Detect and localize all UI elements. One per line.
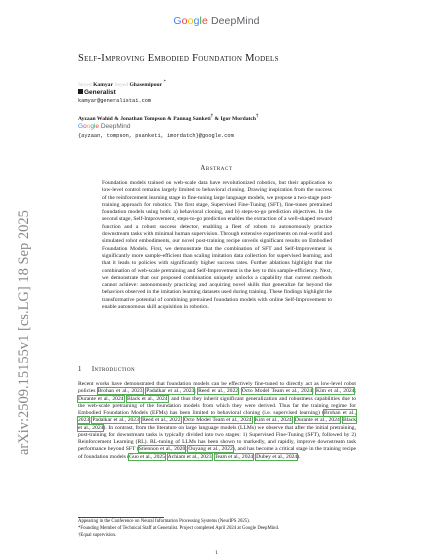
author-last: & Igor Mordatch <box>214 115 256 122</box>
citation-link[interactable]: Durante et al., 2024 <box>78 395 124 402</box>
citation-link[interactable]: Octo Model Team et al., 2024 <box>183 417 252 424</box>
email-1: kamyar@generalistai.com <box>78 98 152 104</box>
author-marker: † <box>255 114 259 119</box>
citation-link[interactable]: Black et al., 2024 <box>78 417 357 431</box>
intro-text: ; <box>180 417 184 424</box>
citation-link[interactable]: Reed et al., 2022 <box>198 388 239 395</box>
page-number: 1 <box>215 550 218 556</box>
arxiv-stamp-text: arXiv:2509.15155v1 [cs.LG] 18 Sep 2025 <box>16 210 32 455</box>
author-marker: * <box>163 80 166 85</box>
authors-line-1 <box>78 80 166 88</box>
arxiv-stamp <box>14 175 30 455</box>
citation-link[interactable]: Kim et al., 2024 <box>254 417 292 424</box>
citation-link[interactable]: Dubey et al., 2024 <box>256 453 298 460</box>
authors-line-2 <box>78 114 258 122</box>
introduction-paragraph <box>78 381 356 461</box>
affiliation-generalist: Generalist <box>84 89 116 96</box>
intro-text: ; <box>253 453 257 460</box>
intro-text: ; <box>312 388 317 395</box>
citation-link[interactable]: Padalkar et al., 2023 <box>92 417 139 424</box>
author-marker: † <box>210 114 214 119</box>
citation-link[interactable]: Stiennon et al., 2020 <box>138 446 186 453</box>
intro-text: ; <box>194 388 199 395</box>
citation-link[interactable]: Ouyang et al., 2022 <box>188 446 233 453</box>
intro-text: ; <box>142 388 147 395</box>
section-heading <box>78 366 135 373</box>
intro-text: ; <box>291 417 295 424</box>
intro-text: ), and has become a critical stage in the training recipe of foundation models ( <box>78 446 357 460</box>
citation-link[interactable]: Brohan et al., 2023 <box>97 388 143 395</box>
paper-title: Self-Improving Embodied Foundation Models <box>78 53 279 64</box>
citation-link[interactable]: Team et al., 2024 <box>214 453 254 460</box>
footnote-rule <box>78 517 164 518</box>
intro-text: ; <box>165 453 168 460</box>
author-last-name: Ghasemipour <box>129 81 163 88</box>
citation-link[interactable]: Guo et al., 2025 <box>129 453 166 460</box>
intro-text: ). <box>297 453 301 460</box>
citation-link[interactable]: Reed et al., 2022 <box>142 417 181 424</box>
abstract-heading: Abstract <box>200 165 233 172</box>
intro-text: ; <box>185 446 189 453</box>
intro-text: ; <box>123 395 127 402</box>
author-prefix: Seyed <box>78 81 92 88</box>
intro-text: ; <box>238 388 242 395</box>
intro-text: ) and thus they inherit significant generalization and robustness capabilities due to the web-scale pretraining of the foundation models from which they were derived. Thus far the training regime for Embodied Foundation Models (EFMs) has been limited to behavioral cloning (i.e. supervised learning) ( <box>78 395 357 416</box>
google-deepmind-logo: Google DeepMind <box>173 15 260 27</box>
intro-text: ; <box>138 417 143 424</box>
citation-link[interactable]: Kim et al., 2024 <box>316 388 355 395</box>
logo-deepmind-text: DeepMind <box>210 15 260 27</box>
google-deepmind-affiliation-logo: Google DeepMind <box>78 123 131 130</box>
citation-link[interactable]: Brohan et al., 2023 <box>78 410 356 424</box>
intro-text: ; <box>339 417 343 424</box>
citation-link[interactable]: Black et al., 2024 <box>126 395 168 402</box>
footnote-3: †Equal supervision. <box>78 533 117 538</box>
generalist-logo <box>78 89 116 96</box>
section-number: 1 <box>78 366 82 373</box>
email-2: {ayzaan, tompson, psanketi, imordatch}@google.com <box>78 133 234 139</box>
intro-text: ; <box>89 417 93 424</box>
author-first-name: Kamyar <box>93 81 113 88</box>
footnote-1: Appearing in the Conference on Neural Information Processing Systems (NeurIPS 2025). <box>78 519 250 524</box>
intro-text: ; <box>211 453 215 460</box>
generalist-logo-icon <box>78 89 83 94</box>
intro-text: Recent works have demonstrated that foundation models can be effectively fine-tuned to directly act as low-level robot policies <box>78 381 356 395</box>
section-title: Introduction <box>91 366 135 373</box>
intro-text: ). In contrast, from the literature on large language models (LLMs) we observe that after the initial pretraining, post-training for downstream tasks is typically divided into two stages: 1) Supervised Fine-Tuning (SFT), followed by 2) Reinforcement Learning (RL). RL-tuning of LLMs has been shown to markedly, and rapidly, improve downstream task performance beyond SFT ( <box>78 424 356 453</box>
intro-text: ; <box>251 417 255 424</box>
author-names: Ayzaan Wahid & Jonathan Tompson & Pannag Sanketi <box>78 115 211 122</box>
intro-text: ; <box>354 388 357 395</box>
footnote-2: *Founding Member of Technical Staff at Generalist. Project completed April 2024 at Google DeepMind. <box>78 526 280 531</box>
citation-link[interactable]: Octo Model Team et al., 2024 <box>241 388 313 395</box>
abstract-text: Foundation models trained on web-scale data have revolutionized robotics, but their application to low-level control remains largely limited to behavioral cloning. Drawing inspiration from the success of the reinforcement learning stage in fine-tuning large language models, we propose a two-stage post-training approach for robotics. The first stage, Supervised Fine-Tuning (SFT), fine-tunes pretrained foundation models using both: a) behavioral cloning, and b) steps-to-go prediction objectives. In the second stage, Self-Improvement, steps-to-go prediction enables the extraction of a well-shaped reward function and a robust success detector, enabling a fleet of robots to autonomously practice downstream tasks with minimal human supervision. Through extensive experiments on real-world and simulated robot embodiments, our novel post-training recipe unveils significant results on Embodied Foundation Models. First, we demonstrate that the combination of SFT and Self-Improvement is significantly more sample-efficient than scaling imitation data collection for supervised learning, and that it leads to policies with significantly higher success rates. Further ablations highlight that the combination of web-scale pretraining and Self-Improvement is the key to this sample-efficiency. Next, we demonstrate that our proposed combination uniquely unlocks a capability that current methods cannot achieve: autonomously practicing and acquiring novel skills that generalize far beyond the behaviors observed in the imitation learning datasets used during training. These findings highlight the transformative potential of combining pretrained foundation models with online Self-Improvement to enable autonomous skill acquisition in robotics. <box>102 180 332 311</box>
citation-link[interactable]: Achiam et al., 2023 <box>167 453 212 460</box>
citation-link[interactable]: Durante et al., 2024 <box>294 417 340 424</box>
author-prefix: Seyed <box>114 81 129 88</box>
citation-link[interactable]: Padalkar et al., 2023 <box>146 388 195 395</box>
